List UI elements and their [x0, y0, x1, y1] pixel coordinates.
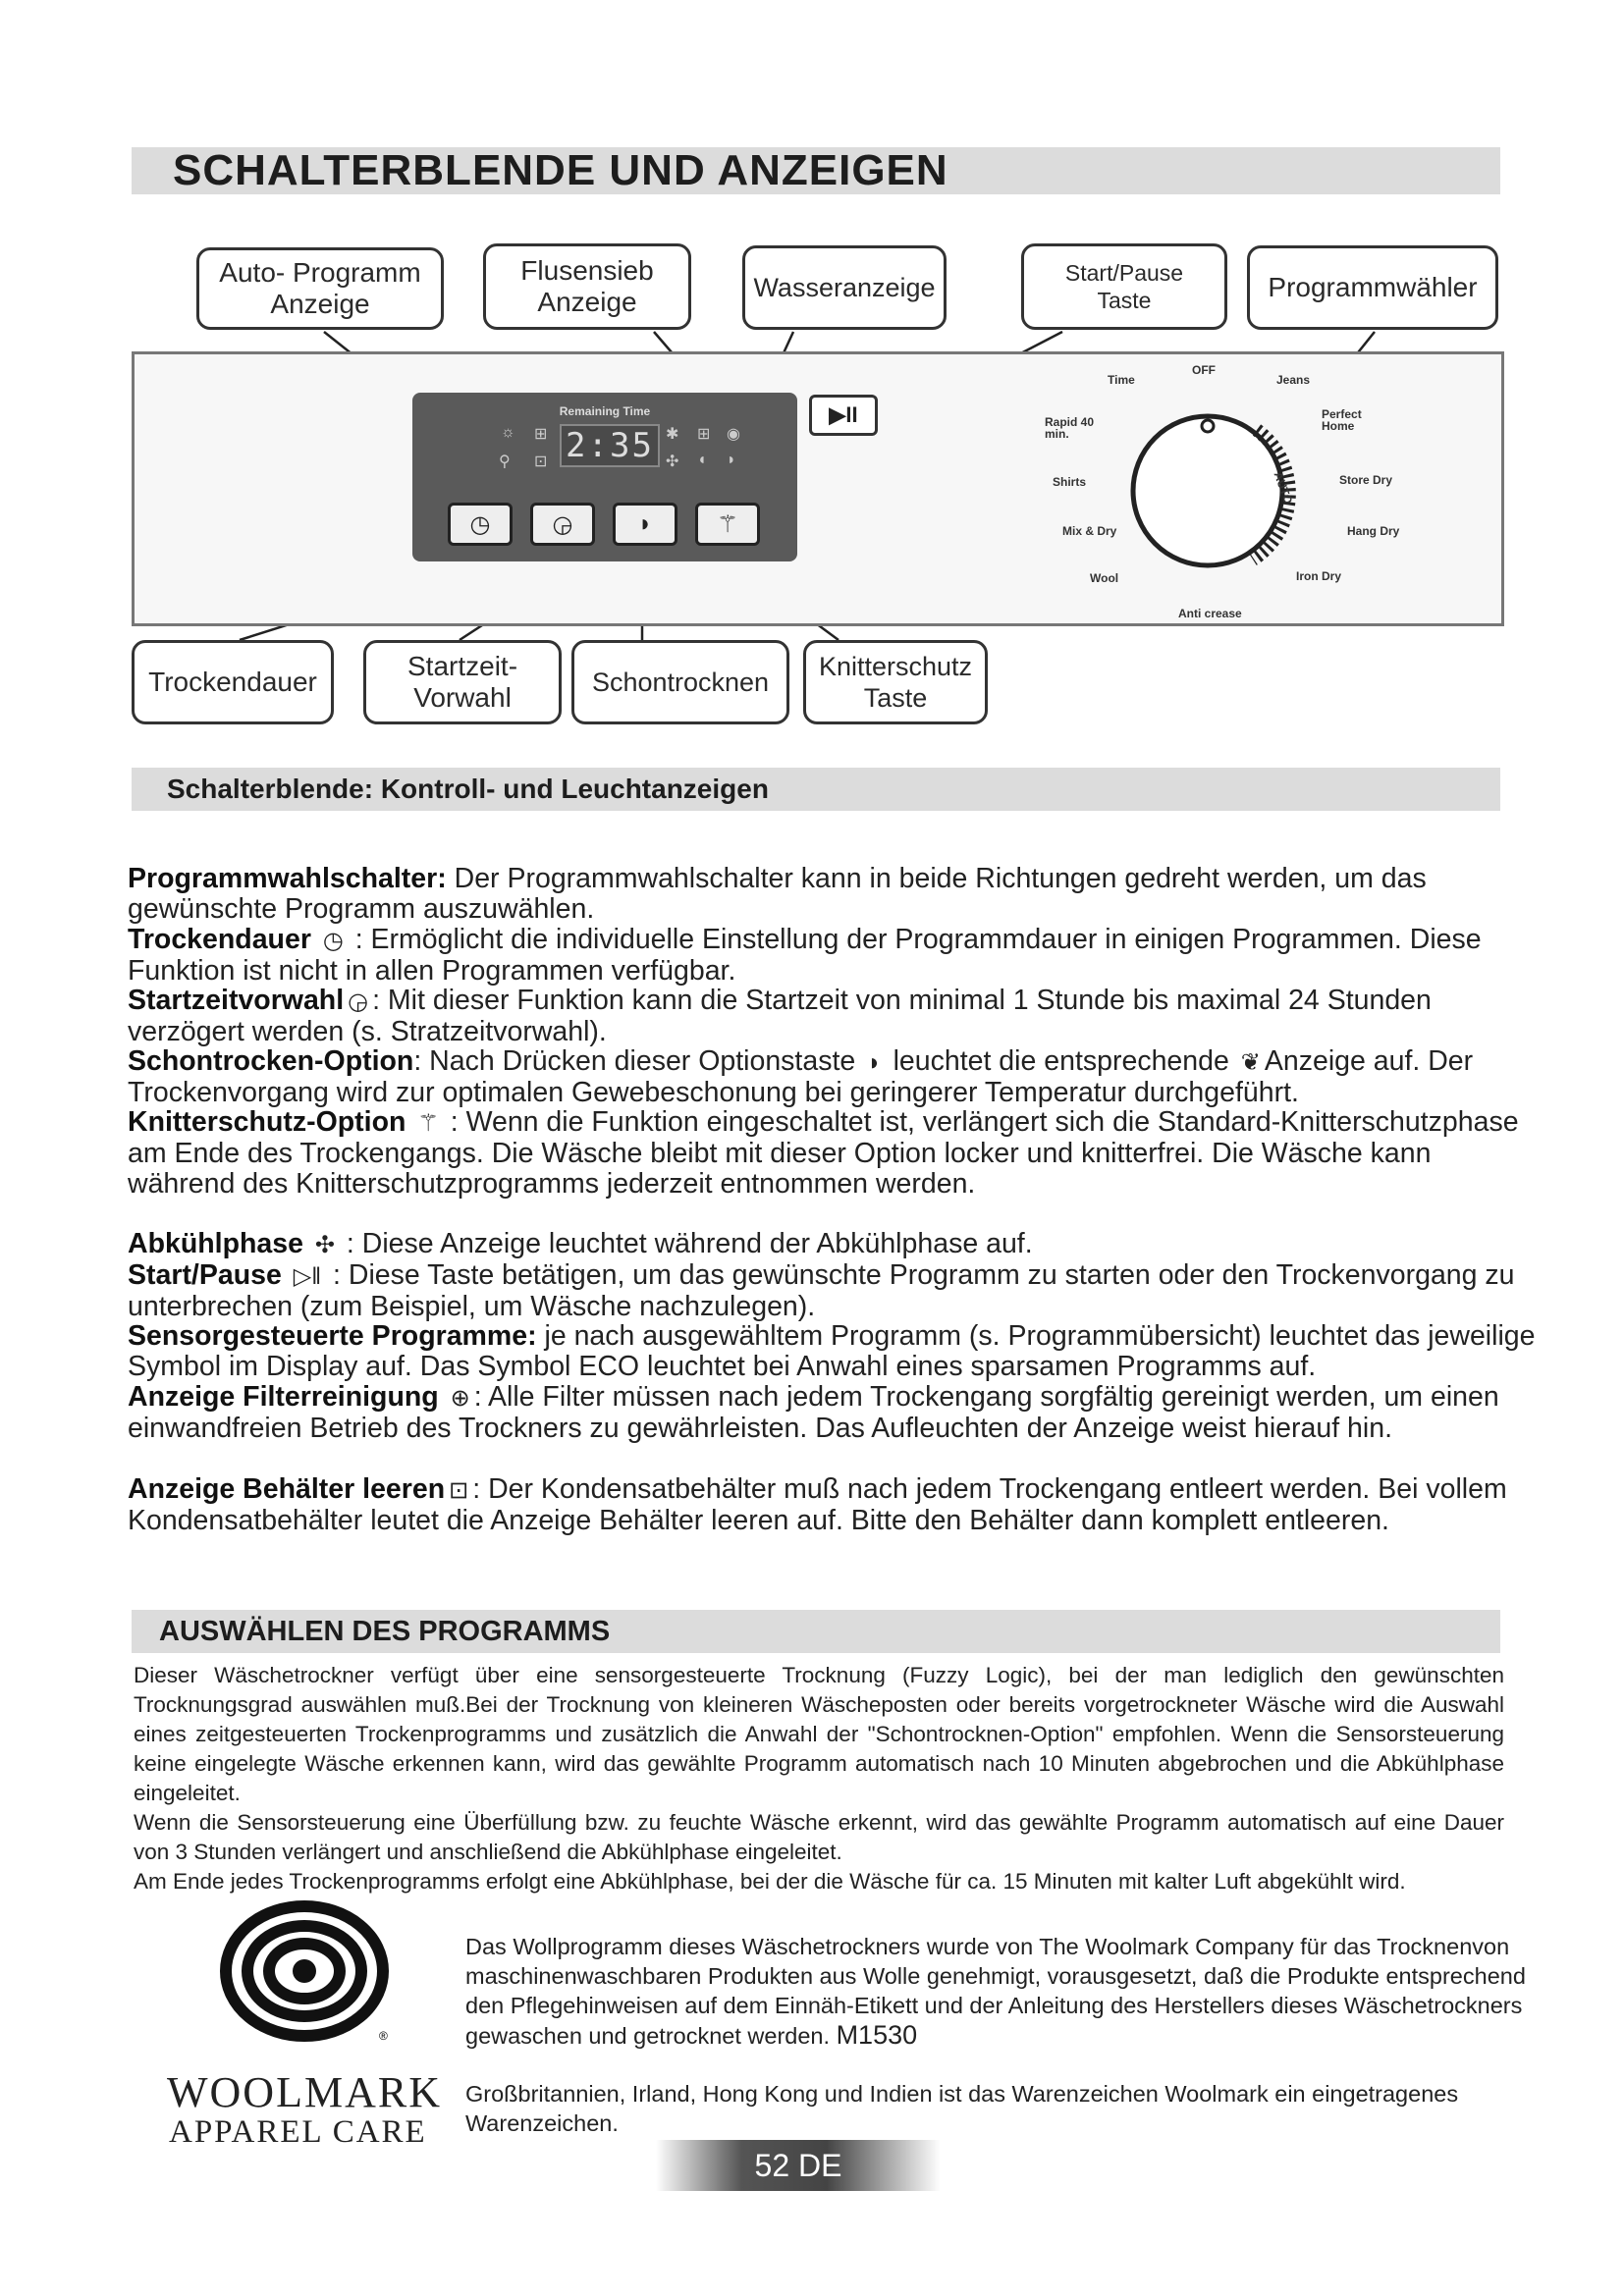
desc-dry-duration: Trockendauer ◷ : Ermöglicht die individuelle Einstellung der Programmdauer in einigen Programmen. Diese Funktion ist nicht in allen Programmen verfügbar.	[128, 924, 1482, 987]
filter-icon: ⊞	[697, 426, 711, 443]
program-hang-dry: Hang Dry	[1347, 524, 1400, 538]
dry-time-button[interactable]	[448, 503, 513, 546]
program-jeans: Jeans	[1276, 373, 1311, 387]
callout-delay-start: Startzeit- Vorwahl	[363, 640, 562, 724]
section-title-panel: SCHALTERBLENDE UND ANZEIGEN	[132, 147, 1500, 194]
desc-delay-start: Startzeitvorwahl ◶ : Mit dieser Funktion kann die Startzeit von minimal 1 Stunde bis maximal 24 Stunden verzögert werden (s. Stratzeitvorwahl).	[128, 985, 1432, 1047]
container-icon: ⊡	[534, 454, 548, 470]
program-wool: Wool	[1090, 571, 1119, 585]
woolmark-logo-icon	[206, 1893, 403, 2050]
eco-icon: ◗	[727, 452, 736, 468]
desc-anti-crease: Knitterschutz-Option ⚚ : Wenn die Funktion eingeschaltet ist, verlängert sich die Standard-Knitterschutzphase am Ende des Trockengangs. Die Wäsche bleibt mit dieser Option locker und knitterfrei. Die Wäsche kann während des Knitterschutzprogramms jederzeit entnommen werden.	[128, 1106, 1519, 1200]
program-anti-crease: Anti crease	[1178, 607, 1242, 620]
start-pause-button[interactable]: ▶II	[809, 395, 878, 436]
select-para-2: Wenn die Sensorsteuerung eine Überfüllung bzw. zu feuchte Wäsche erkennt, wird das gewählte Programm automatisch auf eine Dauer von 3 Stunden verlängert und anschließend die Abkühlphase eingeleitet.	[134, 1810, 1504, 1864]
gentle-dry-button[interactable]	[613, 503, 677, 546]
svg-text:®: ®	[379, 2029, 388, 2043]
program-perfect-home: Perfect Home	[1322, 407, 1362, 433]
shirt-icon: ⚚	[417, 1110, 439, 1137]
anti-crease-button[interactable]	[695, 503, 760, 546]
desc-start-pause: Start/Pause ▷‖ : Diese Taste betätigen, um das gewünschte Programm zu starten oder den Trockenvorgang zu unterbrechen (zum Beispiel, um Wäsche nachzulegen).	[128, 1259, 1515, 1322]
page-number: 52 DE	[656, 2140, 941, 2191]
program-auto-arc: AUTO	[1271, 469, 1296, 507]
container-icon: ⊡	[449, 1477, 469, 1504]
woolmark-logo-text: WOOLMARK	[167, 2068, 442, 2116]
section-title-select: AUSWÄHLEN DES PROGRAMMS	[132, 1610, 1500, 1653]
program-time: Time	[1108, 373, 1135, 387]
remaining-time-label: Remaining Time	[559, 404, 651, 418]
program-rapid: Rapid 40 min.	[1045, 415, 1095, 441]
desc-filter: Anzeige Filterreinigung ⊕ : Alle Filter müssen nach jedem Trockengang sorgfältig gereinigt werden, um einen einwandfreien Betrieb des Trockners zu gewährleisten. Das Aufleuchten der Anzeige weist hierauf hin.	[128, 1381, 1499, 1444]
callout-program-selector: Programmwähler	[1247, 245, 1498, 330]
program-store-dry: Store Dry	[1339, 473, 1393, 487]
clock-icon: ◷	[322, 928, 344, 954]
desc-program-selector: Programmwahlschalter: Der Programmwahlschalter kann in beide Richtungen gedreht werden, um das gewünschte Programm auszuwählen.	[128, 863, 1427, 925]
callout-anti-crease: Knitterschutz Taste	[803, 640, 988, 724]
gentle-indicator-icon: ❦	[1240, 1049, 1261, 1076]
cooling-icon: ⚲	[499, 454, 511, 470]
fan-icon: ✣	[666, 454, 679, 470]
remaining-time-value: 2:35	[560, 424, 660, 467]
select-para-1: Dieser Wäschetrockner verfügt über eine sensorgesteuerte Trocknung (Fuzzy Logic), bei der man lediglich den gewünschten Trocknungsgrad auswählen muß.Bei der Trocknung von kleineren Wäscheposten oder bereits vorgetrockneter Wäsche wird die Auswahl eines zeitgesteuerten Trockenprogramms und zusätzlich die Anwahl der "Schontrocknen-Option" empfohlen. Wenn die Sensorsteuerung keine eingelegte Wäsche erkennen kann, wird das gewählte Programm automatisch nach 10 Minuten abgebrochen und die Abkühlphase eingeleitet.	[134, 1663, 1504, 1805]
gentle-icon: ◖	[697, 452, 707, 468]
desc-gentle-dry: Schontrocken-Option: Nach Drücken dieser Optionstaste ◗ leuchtet die entsprechende ❦ Anzeige auf. Der Trockenvorgang wird zur optimalen Gewebeschonung bei geringerer Temperatur durchgeführt.	[128, 1045, 1474, 1108]
fan-icon: ✣	[314, 1232, 335, 1258]
leaf-icon: ◗	[637, 510, 653, 537]
woolmark-para-1: Das Wollprogramm dieses Wäschetrockners wurde von The Woolmark Company für das Trocknenvon maschinenwaschbaren Produkten aus Wolle genehmigt, vorausgesetzt, daß die Produkte entsprechend den Pflegehinweisen auf dem Einnäh-Etikett und der Anleitung des Herstellers dieses Wäschetrockners gewaschen und getrocknet werden. M1530	[465, 1934, 1526, 2050]
crease-icon: ✱	[666, 426, 679, 443]
select-para-3: Am Ende jedes Trockenprogramms erfolgt eine Abkühlphase, bei der die Wäsche für ca. 15 Minuten mit kalter Luft abgekühlt wird.	[134, 1869, 1406, 1894]
program-mix-dry: Mix & Dry	[1062, 524, 1117, 538]
program-shirts: Shirts	[1053, 475, 1087, 489]
water-icon: ◉	[727, 426, 740, 443]
delay-clock-icon: ◶	[348, 988, 369, 1015]
play-pause-icon: ▷‖	[293, 1263, 322, 1290]
desc-container: Anzeige Behälter leeren ⊡ : Der Kondensatbehälter muß nach jedem Trockengang entleert werden. Bei vollem Kondensatbehälter leutet die Anzeige Behälter leeren auf. Bitte den Behälter dann komplett entleeren.	[128, 1473, 1507, 1536]
callout-lint-filter: Flusensieb Anzeige	[483, 243, 691, 330]
woolmark-logo-subtext: APPAREL CARE	[169, 2114, 427, 2150]
filter-icon: ⊕	[450, 1385, 470, 1412]
program-iron-dry: Iron Dry	[1296, 569, 1342, 583]
callout-auto-program: Auto- Programm Anzeige	[196, 247, 444, 330]
delay-clock-icon: ◶	[552, 510, 573, 538]
callout-water: Wasseranzeige	[742, 245, 947, 330]
desc-sensor-programs: Sensorgesteuerte Programme: je nach ausgewähltem Programm (s. Programmübersicht) leuchtet das jeweilige Symbol im Display auf. Das Symbol ECO leuchtet bei Anwahl eines sparsamen Programms auf.	[128, 1320, 1536, 1382]
delay-start-button[interactable]	[530, 503, 595, 546]
desc-cooling: Abkühlphase ✣ : Diese Anzeige leuchtet während der Abkühlphase auf.	[128, 1228, 1033, 1259]
callout-start-pause: Start/Pause Taste	[1021, 243, 1227, 330]
woolmark-para-2: Großbritannien, Irland, Hong Kong und Indien ist das Warenzeichen Woolmark ein eingetragenes Warenzeichen.	[465, 2081, 1459, 2136]
auto-program-icon: ☼	[501, 424, 515, 441]
program-off: OFF	[1192, 363, 1216, 377]
section-title-controls: Schalterblende: Kontroll- und Leuchtanzeigen	[132, 768, 1500, 811]
clock-icon: ◷	[469, 510, 491, 538]
lint-filter-icon: ⊞	[534, 426, 548, 443]
leaf-icon: ◗	[867, 1049, 882, 1076]
shirt-icon: ⚚	[717, 510, 738, 538]
callout-gentle-dry: Schontrocknen	[571, 640, 789, 724]
callout-dry-duration: Trockendauer	[132, 640, 334, 724]
